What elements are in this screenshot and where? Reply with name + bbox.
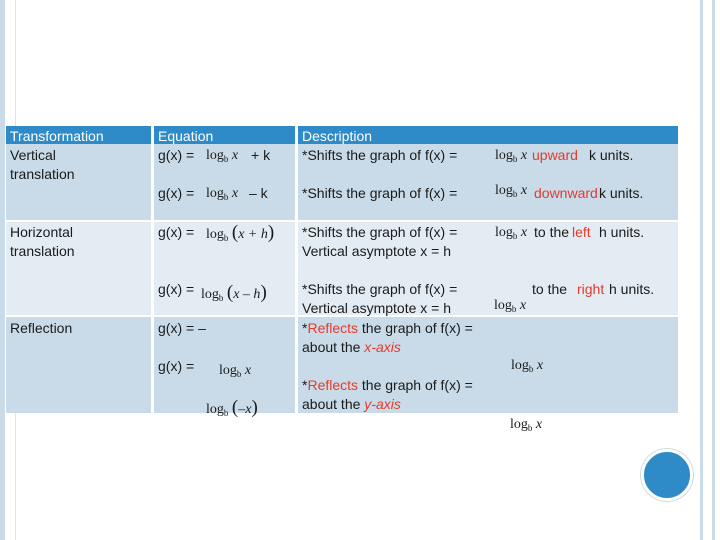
desc-reflection-x-line2: about the x-axis bbox=[302, 339, 401, 355]
desc-vertical-up-dir: upward bbox=[532, 147, 578, 163]
desc-horizontal-right-asymptote: Vertical asymptote x = h bbox=[302, 300, 452, 316]
frame-left-bar bbox=[0, 0, 5, 540]
eq-vertical-down-suffix: – k bbox=[249, 185, 268, 201]
label-vertical-2: translation bbox=[10, 166, 75, 182]
log-expression: $\log_b x$ bbox=[206, 148, 239, 164]
log-expression: $\log_b x$ bbox=[510, 417, 543, 433]
eq-vertical-up-prefix: g(x) = bbox=[158, 147, 195, 163]
log-expression: $\log_b x$ bbox=[511, 358, 544, 374]
desc-vertical-down-dir: downward bbox=[534, 185, 598, 201]
label-horizontal-2: translation bbox=[10, 243, 75, 259]
log-expression: $\log_b x$ bbox=[495, 183, 528, 199]
desc-horizontal-left-asymptote: Vertical asymptote x = h bbox=[302, 243, 452, 259]
row-divider bbox=[6, 220, 678, 222]
log-expression: $\log_b (-x)$ bbox=[206, 397, 258, 418]
header-description: Description bbox=[302, 128, 373, 144]
desc-horizontal-right-suffix: h units. bbox=[609, 281, 655, 297]
log-expression: $\log_b x$ bbox=[219, 363, 252, 379]
log-expression: $\log_b x$ bbox=[206, 186, 239, 202]
desc-horizontal-left-mid: to the bbox=[534, 224, 570, 240]
eq-vertical-up-suffix: + k bbox=[251, 147, 271, 163]
eq-reflection-x-prefix: g(x) = – bbox=[158, 320, 206, 336]
log-expression: $\log_b (x - h)$ bbox=[201, 282, 267, 303]
desc-horizontal-left-prefix: *Shifts the graph of f(x) = bbox=[302, 224, 458, 240]
eq-horizontal-left-prefix: g(x) = bbox=[158, 224, 195, 240]
frame-right-bar bbox=[700, 0, 703, 540]
column-divider bbox=[295, 126, 298, 413]
desc-reflection-x-line1: *Reflects the graph of f(x) = bbox=[302, 320, 473, 336]
label-vertical-1: Vertical bbox=[10, 147, 56, 163]
log-expression: $\log_b (x + h)$ bbox=[206, 222, 275, 243]
desc-reflection-y-line1: *Reflects the graph of f(x) = bbox=[302, 377, 473, 393]
desc-vertical-up-suffix: k units. bbox=[589, 147, 634, 163]
desc-reflection-y-line2: about the y-axis bbox=[302, 396, 401, 412]
label-reflection: Reflection bbox=[10, 320, 73, 336]
desc-horizontal-right-mid: to the bbox=[532, 281, 568, 297]
column-divider bbox=[151, 126, 154, 413]
label-horizontal-1: Horizontal bbox=[10, 224, 74, 240]
decorative-circle bbox=[641, 449, 693, 501]
desc-horizontal-right-prefix: *Shifts the graph of f(x) = bbox=[302, 281, 458, 297]
log-expression: $\log_b x$ bbox=[494, 298, 527, 314]
desc-vertical-up-prefix: *Shifts the graph of f(x) = bbox=[302, 147, 458, 163]
desc-vertical-down-prefix: *Shifts the graph of f(x) = bbox=[302, 185, 458, 201]
eq-horizontal-right-prefix: g(x) = bbox=[158, 281, 195, 297]
header-equation: Equation bbox=[158, 128, 214, 144]
log-expression: $\log_b x$ bbox=[495, 148, 528, 164]
transformations-table bbox=[6, 126, 678, 418]
eq-vertical-down-prefix: g(x) = bbox=[158, 185, 195, 201]
log-expression: $\log_b x$ bbox=[495, 225, 528, 241]
desc-horizontal-right-dir: right bbox=[577, 281, 605, 297]
header-transformation: Transformation bbox=[10, 128, 104, 144]
frame-right-bar-outer bbox=[712, 0, 715, 540]
desc-horizontal-left-dir: left bbox=[572, 224, 591, 240]
eq-reflection-y-prefix: g(x) = bbox=[158, 358, 195, 374]
desc-horizontal-left-suffix: h units. bbox=[599, 224, 645, 240]
desc-vertical-down-suffix: k units. bbox=[599, 185, 644, 201]
